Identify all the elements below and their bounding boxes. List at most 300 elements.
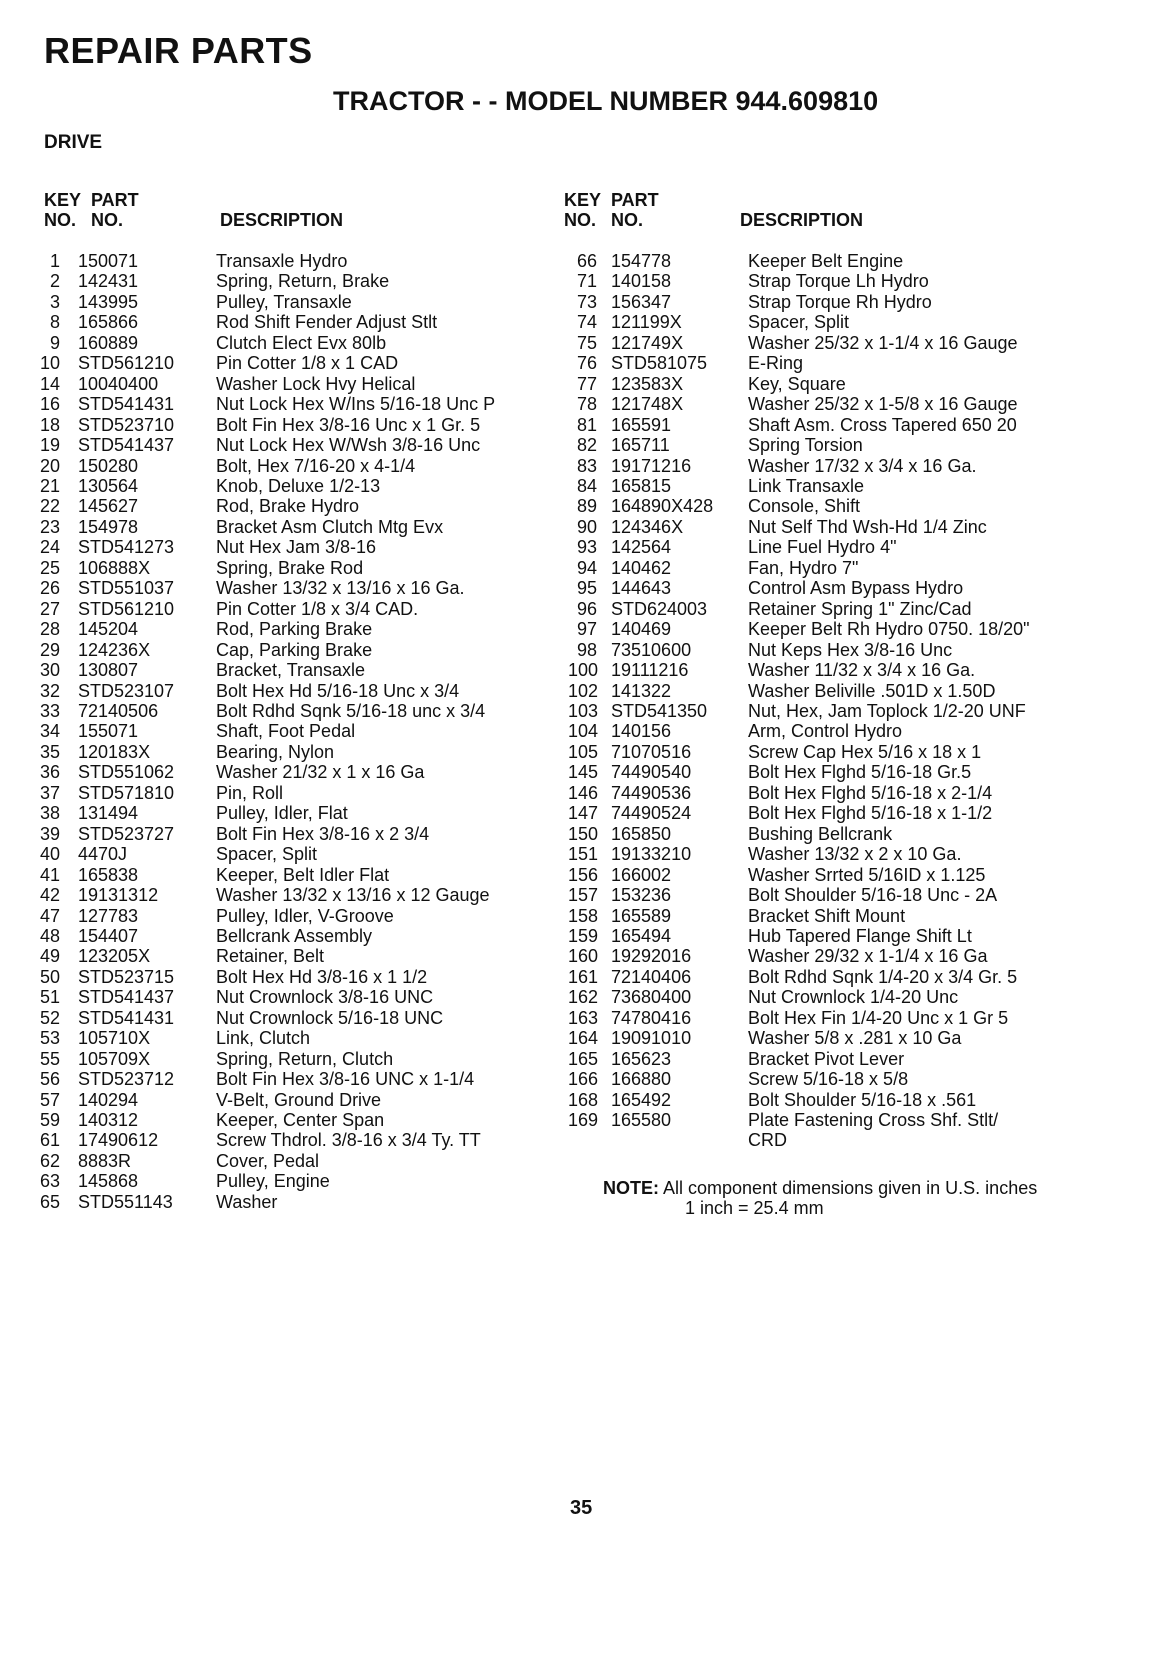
table-row [568,517,1030,537]
key-number: 63 [39,1171,60,1192]
key-number: 169 [568,1110,599,1131]
part-description: Nut Crownlock 3/8-16 UNC [216,987,434,1008]
key-number: 56 [39,1069,60,1090]
table-row [568,1049,1030,1069]
table-row [31,885,495,905]
part-number: 140469 [611,619,672,640]
table-row [568,803,1030,823]
part-number: STD551143 [78,1191,173,1212]
part-number: STD541437 [78,435,175,456]
part-description: Pulley, Idler, V-Groove [216,905,394,926]
part-number: 145204 [78,619,139,640]
dimensions-note [603,1178,1037,1218]
part-number: 142431 [78,271,139,292]
key-number: 24 [39,537,60,558]
part-description: Plate Fastening Cross Shf. Stlt/ [748,1110,999,1131]
part-number: 145627 [78,496,139,517]
part-header-top: PART [91,190,139,210]
table-row [31,353,495,373]
part-description: Washer 5/8 x .281 x 10 Ga [748,1028,962,1049]
table-row [31,374,495,394]
key-number: 42 [39,885,60,906]
table-row [568,885,1030,905]
key-number: 82 [576,435,597,456]
part-number: 72140506 [78,700,159,721]
part-description: Rod Shift Fender Adjust Stlt [216,312,438,333]
part-description: Bolt Hex Hd 3/8-16 x 1 1/2 [216,966,428,987]
part-number: 164890X428 [611,496,714,517]
part-description: Keeper, Center Span [216,1110,385,1131]
part-description: Spring, Brake Rod [216,557,364,578]
part-number: 74490540 [611,762,692,783]
table-row [568,681,1030,701]
table-row [31,394,495,414]
table-row [31,1008,495,1028]
table-row [31,1110,495,1130]
key-number: 59 [39,1110,60,1131]
key-number: 96 [576,598,597,619]
table-row [31,456,495,476]
part-description: Cap, Parking Brake [216,639,373,660]
part-number: STD523715 [78,966,175,987]
key-number: 51 [39,987,60,1008]
key-number: 18 [39,414,60,435]
part-description: Screw 5/16-18 x 5/8 [748,1069,909,1090]
key-number: 151 [568,844,599,865]
part-description: Washer 17/32 x 3/4 x 16 Ga. [748,455,977,476]
part-description: Nut Crownlock 5/16-18 UNC [216,1007,444,1028]
part-number: 19171216 [611,455,692,476]
part-number: 165815 [611,475,672,496]
key-number: 157 [568,885,599,906]
table-row [568,394,1030,414]
key-number: 95 [576,578,597,599]
table-row [31,967,495,987]
key-number: 150 [568,823,599,844]
key-number: 52 [39,1007,60,1028]
key-number: 23 [39,516,60,537]
part-number: 150280 [78,455,139,476]
table-row [568,1069,1030,1089]
part-number: 19292016 [611,946,692,967]
note-line-2: 1 inch = 25.4 mm [685,1198,824,1218]
table-row [31,558,495,578]
key-number: 38 [39,803,60,824]
part-number: STD523710 [78,414,175,435]
part-description: Rod, Brake Hydro [216,496,360,517]
part-description: Washer [216,1191,278,1212]
key-number: 78 [576,394,597,415]
table-row [568,456,1030,476]
part-description: Hub Tapered Flange Shift Lt [748,925,972,946]
key-number: 83 [576,455,597,476]
part-description: Link Transaxle [748,475,865,496]
table-row [568,906,1030,926]
key-number: 26 [39,578,60,599]
table-row [31,578,495,598]
part-description: Link, Clutch [216,1028,311,1049]
part-description: E-Ring [748,353,804,374]
key-number: 94 [576,557,597,578]
key-header-top: KEY [44,190,82,210]
key-number: 165 [568,1048,599,1069]
key-number: 93 [576,537,597,558]
key-number: 90 [576,516,597,537]
key-number: 14 [39,373,60,394]
key-number [568,1130,597,1150]
part-number: 19133210 [611,844,692,865]
part-number: 145868 [78,1171,139,1192]
part-description: Washer 29/32 x 1-1/4 x 16 Ga [748,946,988,967]
part-description: Pulley, Idler, Flat [216,803,348,824]
table-row [568,926,1030,946]
part-description: Washer 13/32 x 13/16 x 12 Gauge [216,885,490,906]
part-description: Bolt Hex Flghd 5/16-18 x 1-1/2 [748,803,993,824]
part-description: Spring Torsion [748,435,863,456]
part-number: 105709X [78,1048,151,1069]
key-number: 100 [568,660,599,681]
part-number: 155071 [78,721,139,742]
key-number: 89 [576,496,597,517]
key-number: 102 [568,680,599,701]
table-row [31,271,495,291]
part-description: Washer 21/32 x 1 x 16 Ga [216,762,425,783]
part-description: Bolt, Hex 7/16-20 x 4-1/4 [216,455,416,476]
key-number: 34 [39,721,60,742]
part-description: Bracket Asm Clutch Mtg Evx [216,516,444,537]
part-number: 165591 [611,414,672,435]
key-number: 19 [39,435,60,456]
table-row [31,537,495,557]
part-header-bottom: NO. [91,210,124,230]
part-number [611,1130,748,1150]
part-description: Clutch Elect Evx 80lb [216,332,387,353]
key-number: 39 [39,823,60,844]
part-number: 166880 [611,1069,672,1090]
key-number: 66 [576,251,597,271]
page-title: REPAIR PARTS [44,30,313,71]
part-description: Nut Crownlock 1/4-20 Unc [748,987,959,1008]
key-number: 76 [576,353,597,374]
description-header: DESCRIPTION [740,210,864,230]
part-number: 121748X [611,394,684,415]
key-number: 48 [39,925,60,946]
table-row [568,721,1030,741]
key-number: 162 [568,987,599,1008]
table-row [568,333,1030,353]
key-number: 22 [39,496,60,517]
part-description: Washer 13/32 x 13/16 x 16 Ga. [216,578,465,599]
table-row [31,762,495,782]
table-row [31,1028,495,1048]
table-row [31,865,495,885]
key-number: 168 [568,1089,599,1110]
part-description: Spacer, Split [216,844,318,865]
note-label: NOTE: [603,1178,659,1198]
table-row [568,946,1030,966]
key-number: 9 [49,332,60,353]
part-number: STD581075 [611,353,708,374]
part-number: 154978 [78,516,139,537]
key-number: 65 [39,1191,60,1212]
table-row [568,374,1030,394]
part-description: Key, Square [748,373,846,394]
part-description: Shaft, Foot Pedal [216,721,356,742]
table-row [31,1090,495,1110]
part-description: Control Asm Bypass Hydro [748,578,964,599]
part-number: 131494 [78,803,139,824]
table-row [31,824,495,844]
part-description: Bracket Pivot Lever [748,1048,905,1069]
part-header-bottom: NO. [611,210,644,230]
table-row [31,415,495,435]
part-number: 154778 [611,251,672,271]
description-header: DESCRIPTION [220,210,344,230]
part-number: STD541431 [78,394,175,415]
table-row [31,435,495,455]
key-number: 61 [39,1130,60,1151]
key-number: 98 [576,639,597,660]
part-description: Washer Beliville .501D x 1.50D [748,680,996,701]
section-heading: DRIVE [44,132,103,153]
part-number: 19091010 [611,1028,692,1049]
part-number: 165494 [611,925,672,946]
part-number: 165850 [611,823,672,844]
key-number: 166 [568,1069,599,1090]
part-description: Nut, Hex, Jam Toplock 1/2-20 UNF [748,700,1026,721]
part-description: Bracket Shift Mount [748,905,906,926]
part-number: 123583X [611,373,684,394]
table-row [568,312,1030,332]
left-column-header [44,190,343,230]
part-description: Rod, Parking Brake [216,619,373,640]
part-number: 165838 [78,864,139,885]
table-row [31,803,495,823]
part-number: 130564 [78,475,139,496]
table-row [568,537,1030,557]
key-number: 33 [39,700,60,721]
table-row [31,599,495,619]
key-number: 74 [576,312,597,333]
table-row [31,987,495,1007]
key-number: 1 [49,251,60,271]
table-row [31,681,495,701]
part-description: Spring, Return, Brake [216,271,390,292]
part-number: 74780416 [611,1007,692,1028]
part-number: 105710X [78,1028,151,1049]
part-description: Pin Cotter 1/8 x 3/4 CAD. [216,598,419,619]
part-number: 165589 [611,905,672,926]
key-number: 37 [39,782,60,803]
part-description: Line Fuel Hydro 4" [748,537,897,558]
key-number: 2 [49,271,60,292]
part-number: STD624003 [611,598,708,619]
part-number: 166002 [611,864,672,885]
model-subtitle: TRACTOR - - MODEL NUMBER 944.609810 [333,86,879,116]
table-row [31,1192,495,1212]
table-row [31,742,495,762]
key-number: 159 [568,925,599,946]
part-description: Spacer, Split [748,312,850,333]
key-number: 3 [49,291,60,312]
part-description: Washer 13/32 x 2 x 10 Ga. [748,844,962,865]
part-number: 17490612 [78,1130,159,1151]
part-description: Bolt Shoulder 5/16-18 x .561 [748,1089,977,1110]
table-row [31,496,495,516]
part-number: 140294 [78,1089,139,1110]
part-description: Washer 25/32 x 1-5/8 x 16 Gauge [748,394,1018,415]
table-row [31,619,495,639]
part-description: Fan, Hydro 7" [748,557,859,578]
key-number: 57 [39,1089,60,1110]
key-number: 105 [568,741,599,762]
key-number: 21 [39,475,60,496]
part-description: Washer Lock Hvy Helical [216,373,416,394]
table-row [568,599,1030,619]
part-description: Pulley, Engine [216,1171,330,1192]
part-description: Bolt Rdhd Sqnk 5/16-18 unc x 3/4 [216,700,486,721]
part-number: 4470J [78,844,128,865]
table-row [568,762,1030,782]
part-number: 140312 [78,1110,139,1131]
key-number: 50 [39,966,60,987]
part-description: Pulley, Transaxle [216,291,352,312]
left-parts-list [31,251,495,1212]
part-description: Strap Torque Lh Hydro [748,271,929,292]
part-number: 127783 [78,905,139,926]
part-description: Retainer, Belt [216,946,325,967]
part-number: 74490524 [611,803,692,824]
part-number: STD541431 [78,1007,175,1028]
key-number: 103 [568,700,599,721]
key-number: 28 [39,619,60,640]
part-description: Nut Hex Jam 3/8-16 [216,537,377,558]
part-description: Washer Srrted 5/16ID x 1.125 [748,864,986,885]
table-row [31,783,495,803]
key-number: 163 [568,1007,599,1028]
part-description: Pin, Roll [216,782,284,803]
part-number: STD523712 [78,1069,175,1090]
table-row [568,251,1030,271]
table-row [31,1069,495,1089]
table-row [31,906,495,926]
part-description: Bellcrank Assembly [216,925,373,946]
key-number: 10 [39,353,60,374]
table-row [31,844,495,864]
part-number: 156347 [611,291,672,312]
table-row [31,251,495,271]
table-row [31,640,495,660]
part-number: STD561210 [78,598,175,619]
key-number: 8 [49,312,60,333]
part-description: Console, Shift [748,496,861,517]
table-row [568,1090,1030,1110]
part-number: 72140406 [611,966,692,987]
part-number: STD541273 [78,537,175,558]
table-row [31,1151,495,1171]
part-number: 142564 [611,537,672,558]
table-row [31,701,495,721]
note-line-1: All component dimensions given in U.S. inches [663,1178,1038,1198]
part-number: 121199X [611,312,682,333]
key-number: 36 [39,762,60,783]
table-row [568,353,1030,373]
key-number: 145 [568,762,599,783]
part-description: Keeper Belt Rh Hydro 0750. 18/20" [748,619,1030,640]
part-description: Strap Torque Rh Hydro [748,291,932,312]
part-description: Bolt Shoulder 5/16-18 Unc - 2A [748,885,998,906]
table-row [568,558,1030,578]
part-description: Bolt Hex Flghd 5/16-18 Gr.5 [748,762,972,783]
table-row [31,946,495,966]
key-number: 104 [568,721,599,742]
table-row [31,312,495,332]
part-number: 165580 [611,1110,672,1131]
key-number: 77 [576,373,597,394]
part-number: STD551062 [78,762,175,783]
table-row [568,271,1030,291]
part-description: Nut Lock Hex W/Wsh 3/8-16 Unc [216,435,481,456]
key-number: 158 [568,905,599,926]
table-row [568,742,1030,762]
key-number: 41 [39,864,60,885]
part-number: 124236X [78,639,151,660]
key-number: 16 [39,394,60,415]
key-number: 40 [39,844,60,865]
part-number: 73510600 [611,639,692,660]
table-row [568,824,1030,844]
part-description: Knob, Deluxe 1/2-13 [216,475,381,496]
part-description: Screw Thdrol. 3/8-16 x 3/4 Ty. TT [216,1130,481,1151]
part-description: Keeper, Belt Idler Flat [216,864,390,885]
part-number: 74490536 [611,782,692,803]
key-header-bottom: NO. [564,210,597,230]
key-number: 47 [39,905,60,926]
table-row [568,415,1030,435]
table-row [568,496,1030,516]
part-description: Washer 11/32 x 3/4 x 16 Ga. [748,660,976,681]
table-row [568,619,1030,639]
part-number: 150071 [78,251,139,271]
part-description: Bushing Bellcrank [748,823,893,844]
part-number: 165623 [611,1048,672,1069]
part-number: STD523727 [78,823,175,844]
part-description: Washer 25/32 x 1-1/4 x 16 Gauge [748,332,1018,353]
table-row [31,476,495,496]
part-description: Bolt Fin Hex 3/8-16 UNC x 1-1/4 [216,1069,475,1090]
key-number: 53 [39,1028,60,1049]
part-description: Bolt Fin Hex 3/8-16 x 2 3/4 [216,823,430,844]
right-column-header [564,190,863,230]
part-number: 19111216 [611,660,689,681]
part-number: 154407 [78,925,139,946]
table-row [568,701,1030,721]
part-number: 140462 [611,557,672,578]
part-description: CRD [748,1130,787,1151]
part-number: 124346X [611,516,684,537]
part-description: Bolt Hex Fin 1/4-20 Unc x 1 Gr 5 [748,1007,1009,1028]
key-number: 55 [39,1048,60,1069]
key-number: 147 [568,803,599,824]
key-number: 97 [576,619,597,640]
part-description: Nut Keps Hex 3/8-16 Unc [748,639,953,660]
part-description: Spring, Return, Clutch [216,1048,394,1069]
part-description: Keeper Belt Engine [748,251,904,271]
part-description: Arm, Control Hydro [748,721,903,742]
part-header-top: PART [611,190,659,210]
table-row [568,578,1030,598]
table-row [31,292,495,312]
